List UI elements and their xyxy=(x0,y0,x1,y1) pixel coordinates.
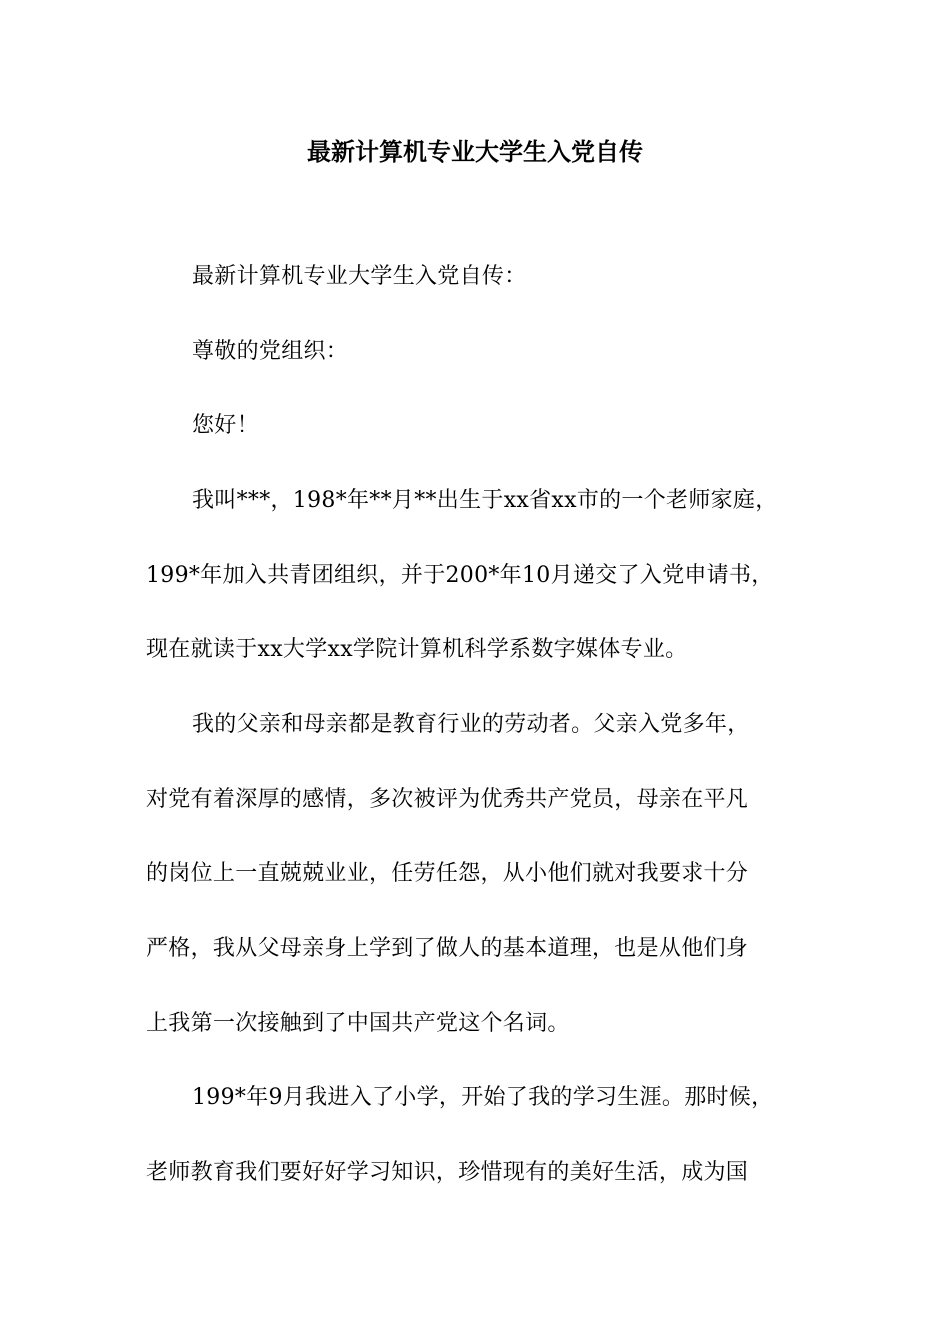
paragraph-line: 的岗位上一直兢兢业业，任劳任怨，从小他们就对我要求十分 xyxy=(146,861,749,886)
paragraph-line: 我的父亲和母亲都是教育行业的劳动者。父亲入党多年， xyxy=(192,712,750,737)
paragraph-line: 我叫***，198*年**月**出生于xx省xx市的一个老师家庭， xyxy=(192,488,778,513)
paragraph-line: 现在就读于xx大学xx学院计算机科学系数字媒体专业。 xyxy=(146,637,688,662)
greeting-line: 您好！ xyxy=(192,413,259,438)
paragraph-line: 严格，我从父母亲身上学到了做人的基本道理，也是从他们身 xyxy=(146,936,749,961)
salutation-heading: 最新计算机专业大学生入党自传： xyxy=(192,264,527,289)
paragraph-line: 对党有着深厚的感情，多次被评为优秀共产党员，母亲在平凡 xyxy=(146,787,749,812)
paragraph-line: 199*年9月我进入了小学，开始了我的学习生涯。那时候， xyxy=(192,1085,774,1110)
paragraph-line: 老师教育我们要好好学习知识，珍惜现有的美好生活，成为国 xyxy=(146,1160,749,1185)
document-title: 最新计算机专业大学生入党自传 xyxy=(307,138,643,166)
paragraph-line: 上我第一次接触到了中国共产党这个名词。 xyxy=(146,1011,570,1036)
paragraph-line: 199*年加入共青团组织，并于200*年10月递交了入党申请书， xyxy=(146,563,774,588)
salutation-line: 尊敬的党组织： xyxy=(192,339,349,364)
